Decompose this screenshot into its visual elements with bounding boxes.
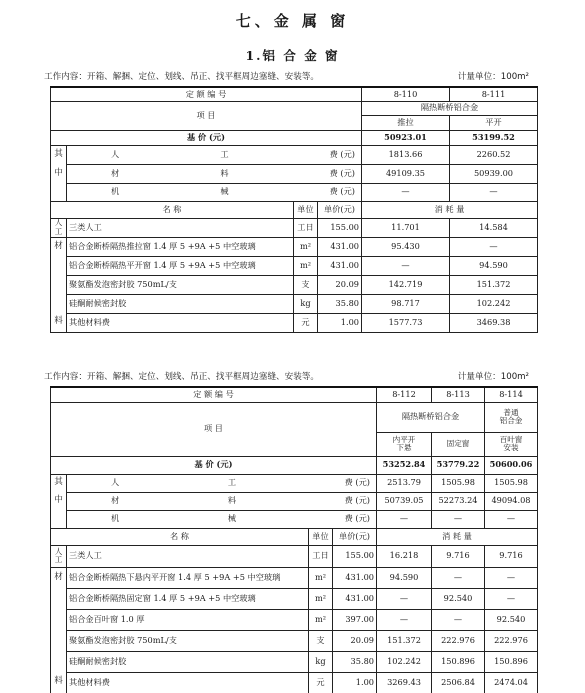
side-label — [51, 256, 67, 275]
work-content-note: 工作内容：开箱、解捆、定位、划线、吊正、找平框周边塞缝、安装等。 — [44, 372, 320, 382]
consumption-value: 94.590 — [450, 256, 538, 275]
cost-value: — — [450, 183, 538, 201]
cost-value: 52273.24 — [432, 492, 485, 510]
cost-value: 50939.00 — [450, 164, 538, 183]
column-heading: 内平开 下悬 — [377, 432, 432, 456]
resource-unit: kg — [294, 294, 318, 313]
consumption-value: 3269.43 — [377, 672, 432, 693]
consumption-value: 95.430 — [362, 237, 450, 256]
resource-price: 35.80 — [333, 651, 377, 672]
side-label: 料 — [51, 672, 67, 693]
side-label: 其 — [51, 145, 67, 164]
consumption-value: 2474.04 — [485, 672, 538, 693]
quota-code: 8-114 — [485, 387, 538, 402]
cost-row-label: 人 工 费 (元) — [67, 474, 377, 492]
item-label: 项 目 — [51, 101, 362, 130]
quota-table-2 — [50, 386, 538, 693]
consumption-value: 94.590 — [377, 567, 432, 588]
resource-name: 硅酮耐候密封胶 — [67, 294, 294, 313]
resource-unit: m² — [309, 588, 333, 609]
consumption-value: 150.896 — [485, 651, 538, 672]
quota-code: 8-111 — [450, 87, 538, 101]
consumption-value: — — [485, 588, 538, 609]
side-label — [51, 651, 67, 672]
consumption-value: 102.242 — [450, 294, 538, 313]
side-label — [51, 609, 67, 630]
header-price: 单价(元) — [318, 201, 362, 218]
base-price-label: 基 价 (元) — [51, 130, 362, 145]
consumption-value: 9.716 — [485, 545, 538, 567]
consumption-value: 222.976 — [485, 630, 538, 651]
consumption-value: — — [377, 609, 432, 630]
resource-price: 20.09 — [318, 275, 362, 294]
resource-unit: 支 — [309, 630, 333, 651]
base-price-label: 基 价 (元) — [51, 456, 377, 474]
resource-name: 铝合金断桥隔热固定窗 1.4 厚 5 +9A +5 中空玻璃 — [67, 588, 309, 609]
consumption-value: 14.584 — [450, 218, 538, 237]
column-heading: 推拉 — [362, 115, 450, 130]
consumption-value: — — [362, 256, 450, 275]
resource-name: 三类人工 — [67, 218, 294, 237]
side-label: 料 — [51, 313, 67, 332]
base-price: 53779.22 — [432, 456, 485, 474]
header-unit: 单位 — [294, 201, 318, 218]
header-consumption: 消 耗 量 — [377, 528, 538, 545]
quota-table-1 — [50, 86, 538, 333]
header-name: 名 称 — [51, 201, 294, 218]
side-label: 中 — [51, 492, 67, 510]
resource-name: 铝合金百叶窗 1.0 厚 — [67, 609, 309, 630]
unit-note: 计量单位：100m² — [457, 372, 529, 382]
column-heading: 平开 — [450, 115, 538, 130]
base-price: 53199.52 — [450, 130, 538, 145]
cost-value: 2513.79 — [377, 474, 432, 492]
consumption-value: 92.540 — [432, 588, 485, 609]
resource-price: 397.00 — [333, 609, 377, 630]
resource-name: 三类人工 — [67, 545, 309, 567]
resource-unit: m² — [294, 237, 318, 256]
side-label: 材 — [51, 567, 67, 588]
cost-value: — — [362, 183, 450, 201]
cost-row-label: 机 械 费 (元) — [67, 510, 377, 528]
cost-row-label: 人 工 费 (元) — [67, 145, 362, 164]
resource-price: 431.00 — [318, 237, 362, 256]
cost-value: 1505.98 — [485, 474, 538, 492]
resource-name: 铝合金断桥隔热下悬内平开窗 1.4 厚 5 +9A +5 中空玻璃 — [67, 567, 309, 588]
header-consumption: 消 耗 量 — [362, 201, 538, 218]
section-title: 1.铝 合 金 窗 — [245, 48, 340, 63]
quota-code: 8-112 — [377, 387, 432, 402]
item-label: 项 目 — [51, 402, 377, 456]
resource-unit: m² — [309, 609, 333, 630]
column-heading: 百叶窗 安装 — [485, 432, 538, 456]
resource-price: 35.80 — [318, 294, 362, 313]
consumption-value: 2506.84 — [432, 672, 485, 693]
resource-unit: 支 — [294, 275, 318, 294]
cost-row-label: 材 料 费 (元) — [67, 492, 377, 510]
resource-name: 铝合金断桥隔热推拉窗 1.4 厚 5 +9A +5 中空玻璃 — [67, 237, 294, 256]
resource-name: 其他材料费 — [67, 672, 309, 693]
resource-unit: 元 — [294, 313, 318, 332]
work-content-note: 工作内容：开箱、解捆、定位、划线、吊正、找平框周边塞缝、安装等。 — [44, 72, 320, 82]
quota-code: 8-113 — [432, 387, 485, 402]
side-label-labor: 人工 — [51, 545, 67, 567]
consumption-value: 151.372 — [377, 630, 432, 651]
side-label: 材 — [51, 237, 67, 256]
consumption-value: 11.701 — [362, 218, 450, 237]
resource-name: 硅酮耐候密封胶 — [67, 651, 309, 672]
resource-price: 1.00 — [333, 672, 377, 693]
base-price: 50600.06 — [485, 456, 538, 474]
resource-price: 431.00 — [318, 256, 362, 275]
resource-price: 431.00 — [333, 567, 377, 588]
cost-value: 2260.52 — [450, 145, 538, 164]
side-label: 中 — [51, 164, 67, 183]
unit-note: 计量单位：100m² — [457, 72, 529, 82]
consumption-value: 3469.38 — [450, 313, 538, 332]
cost-value: 49094.08 — [485, 492, 538, 510]
consumption-value: 151.372 — [450, 275, 538, 294]
quota-code: 8-110 — [362, 87, 450, 101]
cost-value: 49109.35 — [362, 164, 450, 183]
consumption-value: 222.976 — [432, 630, 485, 651]
consumption-value: 1577.73 — [362, 313, 450, 332]
resource-price: 155.00 — [318, 218, 362, 237]
resource-unit: 工日 — [294, 218, 318, 237]
resource-unit: m² — [309, 567, 333, 588]
side-label — [51, 275, 67, 294]
cost-value: 50739.05 — [377, 492, 432, 510]
consumption-value: — — [432, 567, 485, 588]
resource-unit: kg — [309, 651, 333, 672]
base-price: 53252.84 — [377, 456, 432, 474]
side-label — [51, 630, 67, 651]
cost-row-label: 机 械 费 (元) — [67, 183, 362, 201]
resource-name: 其他材料费 — [67, 313, 294, 332]
header-name: 名 称 — [51, 528, 309, 545]
header-unit: 单位 — [309, 528, 333, 545]
resource-name: 铝合金断桥隔热平开窗 1.4 厚 5 +9A +5 中空玻璃 — [67, 256, 294, 275]
consumption-value: 98.717 — [362, 294, 450, 313]
resource-unit: 工日 — [309, 545, 333, 567]
column-heading: 固定窗 — [432, 432, 485, 456]
consumption-value: 92.540 — [485, 609, 538, 630]
resource-price: 20.09 — [333, 630, 377, 651]
consumption-value: — — [485, 567, 538, 588]
cost-value: — — [485, 510, 538, 528]
side-label — [51, 588, 67, 609]
side-label — [51, 183, 67, 201]
resource-price: 1.00 — [318, 313, 362, 332]
resource-price: 155.00 — [333, 545, 377, 567]
resource-name: 聚氨酯发泡密封胶 750mL/支 — [67, 275, 294, 294]
resource-unit: 元 — [309, 672, 333, 693]
cost-value: 1813.66 — [362, 145, 450, 164]
consumption-value: 16.218 — [377, 545, 432, 567]
consumption-value: 102.242 — [377, 651, 432, 672]
consumption-value: 142.719 — [362, 275, 450, 294]
side-label — [51, 294, 67, 313]
side-label-labor: 人工 — [51, 218, 67, 237]
side-label: 其 — [51, 474, 67, 492]
cost-row-label: 材 料 费 (元) — [67, 164, 362, 183]
cost-value: 1505.98 — [432, 474, 485, 492]
cost-value: — — [432, 510, 485, 528]
quota-code-label: 定 额 编 号 — [51, 87, 362, 101]
group-label: 隔热断桥铝合金 — [377, 402, 485, 432]
group-label: 隔热断桥铝合金 — [362, 101, 538, 115]
consumption-value: — — [432, 609, 485, 630]
base-price: 50923.01 — [362, 130, 450, 145]
consumption-value: 150.896 — [432, 651, 485, 672]
side-label — [51, 510, 67, 528]
resource-price: 431.00 — [333, 588, 377, 609]
cost-value: — — [377, 510, 432, 528]
quota-code-label: 定 额 编 号 — [51, 387, 377, 402]
group-label: 普通 铝合金 — [485, 402, 538, 432]
consumption-value: — — [377, 588, 432, 609]
consumption-value: 9.716 — [432, 545, 485, 567]
header-price: 单价(元) — [333, 528, 377, 545]
consumption-value: — — [450, 237, 538, 256]
resource-name: 聚氨酯发泡密封胶 750mL/支 — [67, 630, 309, 651]
resource-unit: m² — [294, 256, 318, 275]
chapter-title: 七、金 属 窗 — [235, 12, 350, 30]
